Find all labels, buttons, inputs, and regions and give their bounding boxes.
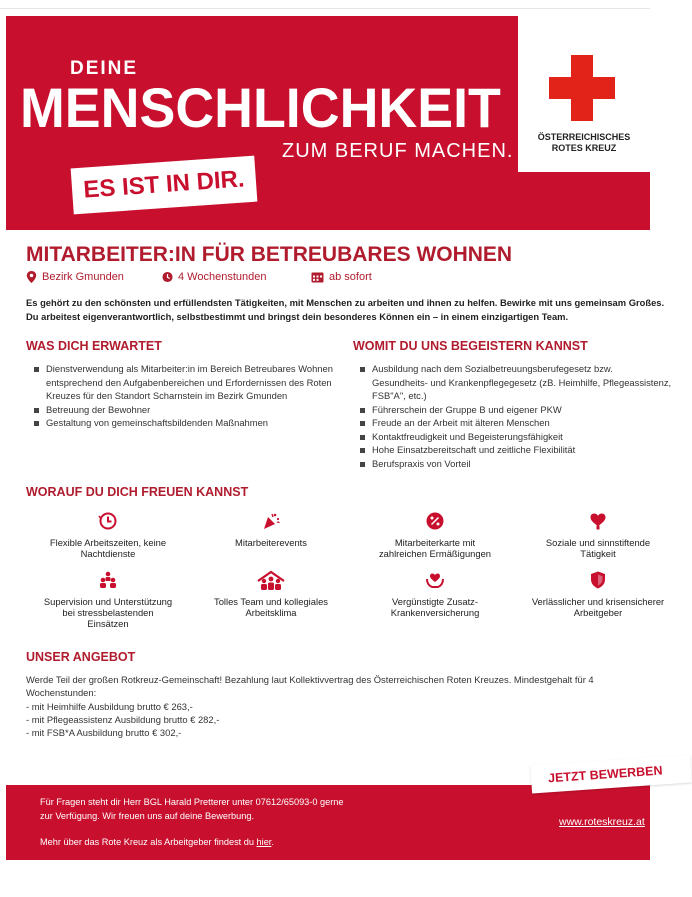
list-item: Dienstverwendung als Mitarbeiter:in im Bereich Betreubares Wohnen entsprechend den Aufgabenbereichen und Erfordernissen des Roten Kreuzes für den Standort Scharnstein im Bezirk Gmunden: [30, 362, 356, 403]
hero-line-deine: DEINE: [70, 58, 139, 79]
list-item: Betreuung der Bewohner: [30, 403, 356, 417]
requirements-list: [356, 362, 672, 470]
hero-badge: ES IST IN DIR.: [71, 156, 258, 215]
section-heading-requirements: WOMIT DU UNS BEGEISTERN KANNST: [353, 339, 588, 353]
benefit-item: Tolles Team und kollegiales Arbeitsklima: [181, 570, 361, 618]
benefits-grid: [0, 508, 665, 648]
party-popper-icon: [261, 511, 281, 531]
list-item: Berufspraxis von Vorteil: [356, 457, 650, 471]
hero-line-beruf: ZUM BERUF MACHEN.: [282, 140, 514, 162]
website-link[interactable]: www.roteskreuz.at: [559, 816, 645, 828]
section-heading-benefits: WORAUF DU DICH FREUEN KANNST: [26, 485, 249, 499]
offer-text: Werde Teil der großen Rotkreuz-Gemeinschaft! Bezahlung laut Kollektivvertrag des Österreichischen Roten Kreuzes. Mindestgehalt für 4 Wochenstunden: - mit Heimhilfe Ausbildung brutto € 263,- - mit Pflegeassistenz Ausbildung brutto € 282,- - mit FSB*A Ausbildung brutto € 302,-: [26, 674, 594, 739]
list-item: Hohe Einsatzbereitschaft und zeitliche Flexibilität: [356, 443, 650, 457]
calendar-icon: [311, 271, 324, 283]
job-title: MITARBEITER:IN FÜR BETREUBARES WOHNEN: [26, 243, 513, 266]
section-heading-expect: WAS DICH ERWARTET: [26, 339, 162, 353]
benefit-item: Vergünstigte Zusatz- Krankenversicherung: [345, 570, 525, 618]
job-hours: 4 Wochenstunden: [162, 271, 266, 283]
more-info-link[interactable]: hier: [256, 837, 272, 847]
benefit-item: Verlässlicher und krisensicherer Arbeitgeber: [508, 570, 688, 618]
list-item: Führerschein der Gruppe B und eigener PKW: [356, 403, 650, 417]
list-item: Gestaltung von gemeinschaftsbildenden Maßnahmen: [30, 416, 356, 430]
section-heading-offer: UNSER ANGEBOT: [26, 650, 136, 664]
more-info-text: Mehr über das Rote Kreuz als Arbeitgeber findest du hier.: [40, 837, 274, 847]
clock-icon: [162, 271, 173, 283]
clock-icon: [98, 511, 118, 531]
contact-text: Für Fragen steht dir Herr BGL Harald Pretterer unter 07612/65093-0 gerne zur Verfügung. Wir freuen uns auf deine Bewerbung.: [40, 797, 344, 821]
benefit-item: Mitarbeiterevents: [181, 511, 361, 548]
list-item: Kontaktfreudigkeit und Begeisterungsfähigkeit: [356, 430, 650, 444]
job-location: Bezirk Gmunden: [26, 271, 124, 283]
expect-list: [30, 362, 356, 430]
shield-icon: [588, 570, 608, 590]
intro-text: Es gehört zu den schönsten und erfüllendsten Tätigkeiten, mit Menschen zu arbeiten und ihnen zu helfen. Bewirke mit uns gemeinsam Großes. Du arbeitest eigenverantwortlich, selbstbestimmt und bringst dein besonderes Können ein – in einem einzigartigen Team.: [26, 297, 665, 322]
heart-hand-icon: [588, 511, 608, 531]
benefit-item: Soziale und sinnstiftende Tätigkeit: [508, 511, 688, 559]
benefit-item: Flexible Arbeitszeiten, keine Nachtdienste: [18, 511, 198, 559]
people-support-icon: [98, 570, 118, 590]
red-cross-logo: [518, 16, 650, 172]
logo-text: ÖSTERREICHISCHES ROTES KREUZ: [537, 132, 631, 153]
hero-headline: MENSCHLICHKEIT: [20, 76, 501, 139]
insurance-heart-icon: [425, 570, 445, 590]
footer-banner: [6, 785, 650, 860]
top-divider: [0, 8, 650, 9]
benefit-item: Mitarbeiterkarte mit zahlreichen Ermäßigungen: [345, 511, 525, 559]
team-icon: [256, 570, 286, 590]
benefit-item: Supervision und Unterstützung bei stressbelastenden Einsätzen: [18, 570, 198, 629]
list-item: Freude an der Arbeit mit älteren Menschen: [356, 416, 650, 430]
list-item: Ausbildung nach dem Sozialbetreuungsberufegesetz bzw. Gesundheits- und Krankenpflegegesetz (zB. Heimhilfe, Pflegeassistenz, FSB"A", etc.): [356, 362, 650, 403]
job-start: ab sofort: [311, 271, 372, 283]
discount-badge-icon: [425, 511, 445, 531]
hero-banner: [6, 16, 650, 230]
location-pin-icon: [26, 271, 37, 283]
apply-now-button[interactable]: JETZT BEWERBEN: [530, 754, 692, 793]
